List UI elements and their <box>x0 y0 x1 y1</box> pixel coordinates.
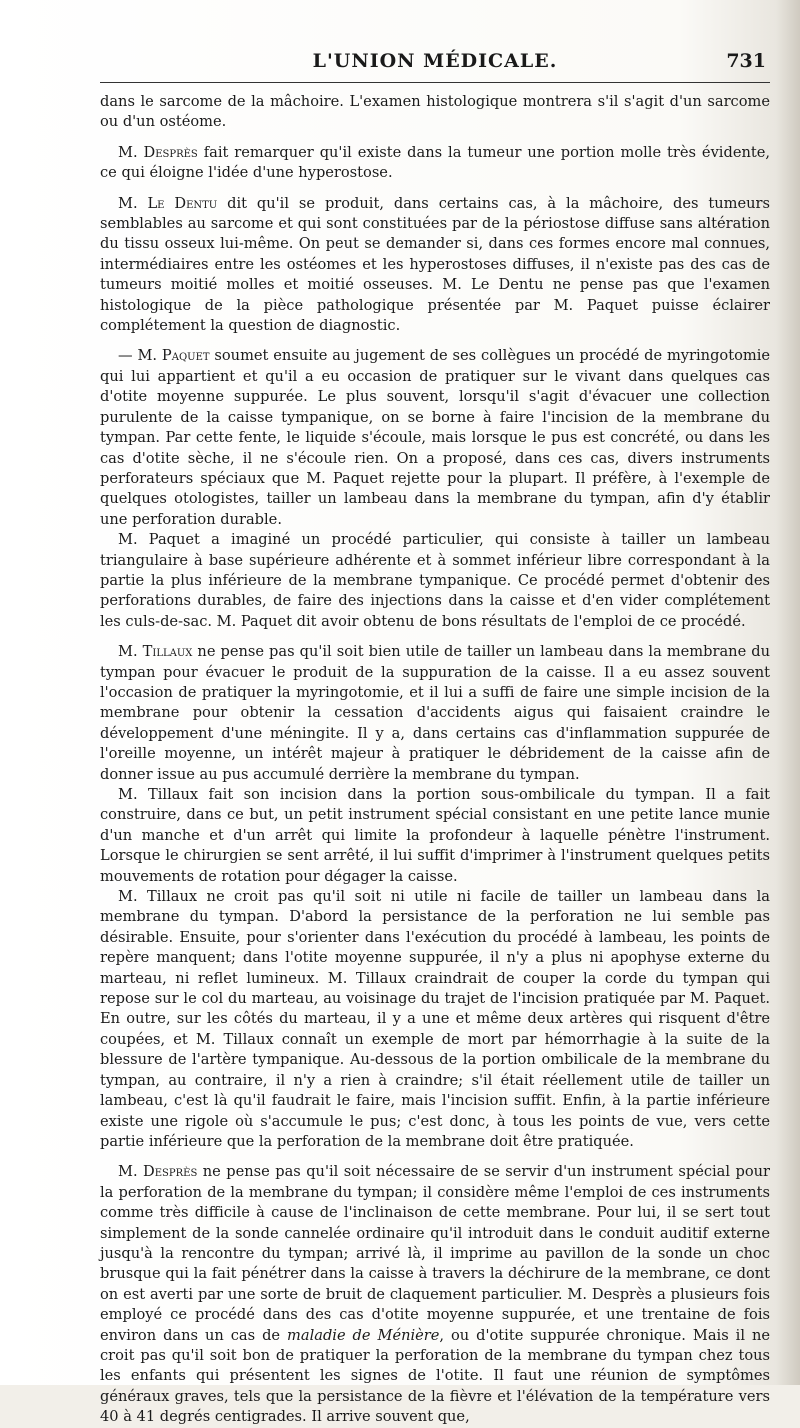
italic-term: maladie de Ménière <box>287 1326 440 1344</box>
paragraph-text: dans le sarcome de la mâchoire. L'examen histologique montrera s'il s'agit d'un sarcome ou d'un ostéome. <box>100 93 770 131</box>
paragraph-text: , ou d'otite suppurée chronique. Mais il ne croit pas qu'il soit bon de pratiquer la perforation de la membrane du tympan chez tous les enfants qui présentent les signes de l'otite. Il faut une réunion de symptômes généraux graves, tels que la persistance de la fièvre et l'élévation de la température vers 40 à 41 degrés centigrades. Il arrive souvent que, <box>100 1326 770 1426</box>
paragraph-text: ne pense pas qu'il soit nécessaire de se servir d'un instrument spécial pour la perforation de la membrane du tympan; il considère même l'emploi de ces instruments comme très difficile à cause de l'inclinaison de cette membrane. Pour lui, il se sert tout simplement de la sonde cannelée ordinaire qu'il introduit dans le conduit auditif externe jusqu'à la rencontre du tympan; arrivé là, il imprime au pavillon de la sonde un choc brusque qui la fait pénétrer dans la caisse à travers la déchirure de la membrane, ce dont on est averti par une sorte de bruit de claquement particulier. M. Desprès a plusieurs fois employé ce procédé dans des cas d'otite moyenne suppurée, et une trentaine de fois environ dans un cas de <box>100 1163 770 1344</box>
paragraph <box>100 346 770 530</box>
page-header <box>100 40 770 84</box>
header-rule <box>100 82 770 83</box>
paragraph <box>100 530 770 632</box>
article-body <box>100 92 770 1428</box>
speaker-name: M. Desprès <box>118 1163 198 1181</box>
paragraph-text: M. Tillaux fait son incision dans la portion sous-ombilicale du tympan. Il a fait construire, dans ce but, un petit instrument spécial consistant en une petite lance munie d'un manche et d'un arrêt qui limite la profondeur à laquelle pénètre l'instrument. Lorsque le chirurgien se sent arrêté, il lui suffit d'imprimer à l'instrument quelques petits mouvements de rotation pour dégager la caisse. <box>100 786 770 885</box>
paragraph-text: fait remarquer qu'il existe dans la tumeur une portion molle très évidente, ce qui éloigne l'idée d'une hyperostose. <box>100 143 770 182</box>
paragraph-text: dit qu'il se produit, dans certains cas, à la mâchoire, des tumeurs semblables au sarcome et qui sont constituées par de la périostose diffuse sans altération du tissu osseux lui-même. On peut se demander si, dans ces formes encore mal connues, intermédiaires entre les ostéomes et les hyperostoses diffuses, il n'existe pas des cas de tumeurs moitié molles et moitié osseuses. M. Le Dentu ne pense pas que l'examen histologique de la pièce pathologique présentée par M. Paquet puisse éclairer complétement la question de diagnostic. <box>100 194 770 335</box>
speaker-name: M. Desprès <box>118 143 198 161</box>
paragraph-text: M. Tillaux ne croit pas qu'il soit ni utile ni facile de tailler un lambeau dans la membrane du tympan. D'abord la persistance de la perforation ne lui semble pas désirable. Ensuite, pour s'orienter dans l'exécution du procédé à lambeau, les points de repère manquent; dans l'otite moyenne suppurée, il n'y a plus ni apophyse externe du marteau, ni reflet lumineux. M. Tillaux craindrait de couper la corde du tympan qui repose sur le col du marteau, au voisinage du trajet de l'incision pratiquée par M. Paquet. En outre, sur les côtés du marteau, il y a une et même deux artères qui risquent d'être coupées, et M. Tillaux connaît un exemple de mort par hémorrhagie à la suite de la blessure de l'artère tympanique. Au-dessous de la portion ombilicale de la membrane du tympan, au contraire, il n'y a rien à craindre; s'il était réellement utile de tailler un lambeau, c'est là qu'il faudrait le faire, mais l'incision suffit. Enfin, à la partie inférieure existe une rigole où s'accumule le pus; c'est donc, à tous les points de vue, vers cette partie inférieure que la perforation de la membrane doit être pratiquée. <box>100 888 770 1150</box>
speaker-name: — M. Paquet <box>118 347 210 365</box>
paragraph-text: ne pense pas qu'il soit bien utile de tailler un lambeau dans la membrane du tympan pour évacuer le produit de la suppuration de la caisse. Il a eu assez souvent l'occasion de pratiquer la myringotomie, et il lui a suffi de faire une simple incision de la membrane pour obtenir la cessation d'accidents aigus qui faisaient craindre le développement d'une méningite. Il y a, dans certains cas d'inflammation suppurée de l'oreille moyenne, un intérêt majeur à pratiquer le débridement de la caisse afin de donner issue au pus accumulé derrière la membrane du tympan. <box>100 643 770 783</box>
paragraph <box>100 887 770 1152</box>
paragraph <box>100 785 770 887</box>
running-title: L'UNION MÉDICALE. <box>312 50 558 72</box>
paragraph <box>100 194 770 337</box>
page-number: 731 <box>726 50 766 72</box>
speaker-name: M. Tillaux <box>118 643 193 661</box>
speaker-name: M. Le Dentu <box>118 194 218 212</box>
paragraph <box>100 143 770 184</box>
paragraph <box>100 1162 770 1427</box>
paragraph <box>100 92 770 133</box>
paragraph-text: M. Paquet a imaginé un procédé particulier, qui consiste à tailler un lambeau triangulaire à base supérieure adhérente et à sommet inférieur libre correspondant à la partie la plus inférieure de la membrane tympanique. Ce procédé permet d'obtenir des perforations durables, de faire des injections dans la caisse et d'en vider complétement les culs-de-sac. M. Paquet dit avoir obtenu de bons résultats de l'emploi de ce procédé. <box>100 531 770 630</box>
paragraph-text: soumet ensuite au jugement de ses collègues un procédé de myringotomie qui lui appartient et qu'il a eu occasion de pratiquer sur le vivant dans quelques cas d'otite moyenne suppurée. Le plus souvent, lorsqu'il s'agit d'évacuer une collection purulente de la caisse tympanique, on se borne à faire l'incision de la membrane du tympan. Par cette fente, le liquide s'écoule, mais lorsque le pus est concrété, ou dans les cas d'otite sèche, il ne s'écoule rien. On a proposé, dans ces cas, divers instruments perforateurs spéciaux que M. Paquet rejette pour la plupart. Il préfère, à l'exemple de quelques otologistes, tailler un lambeau dans la membrane du tympan, afin d'y établir une perforation durable. <box>100 347 771 528</box>
paragraph <box>100 642 770 785</box>
